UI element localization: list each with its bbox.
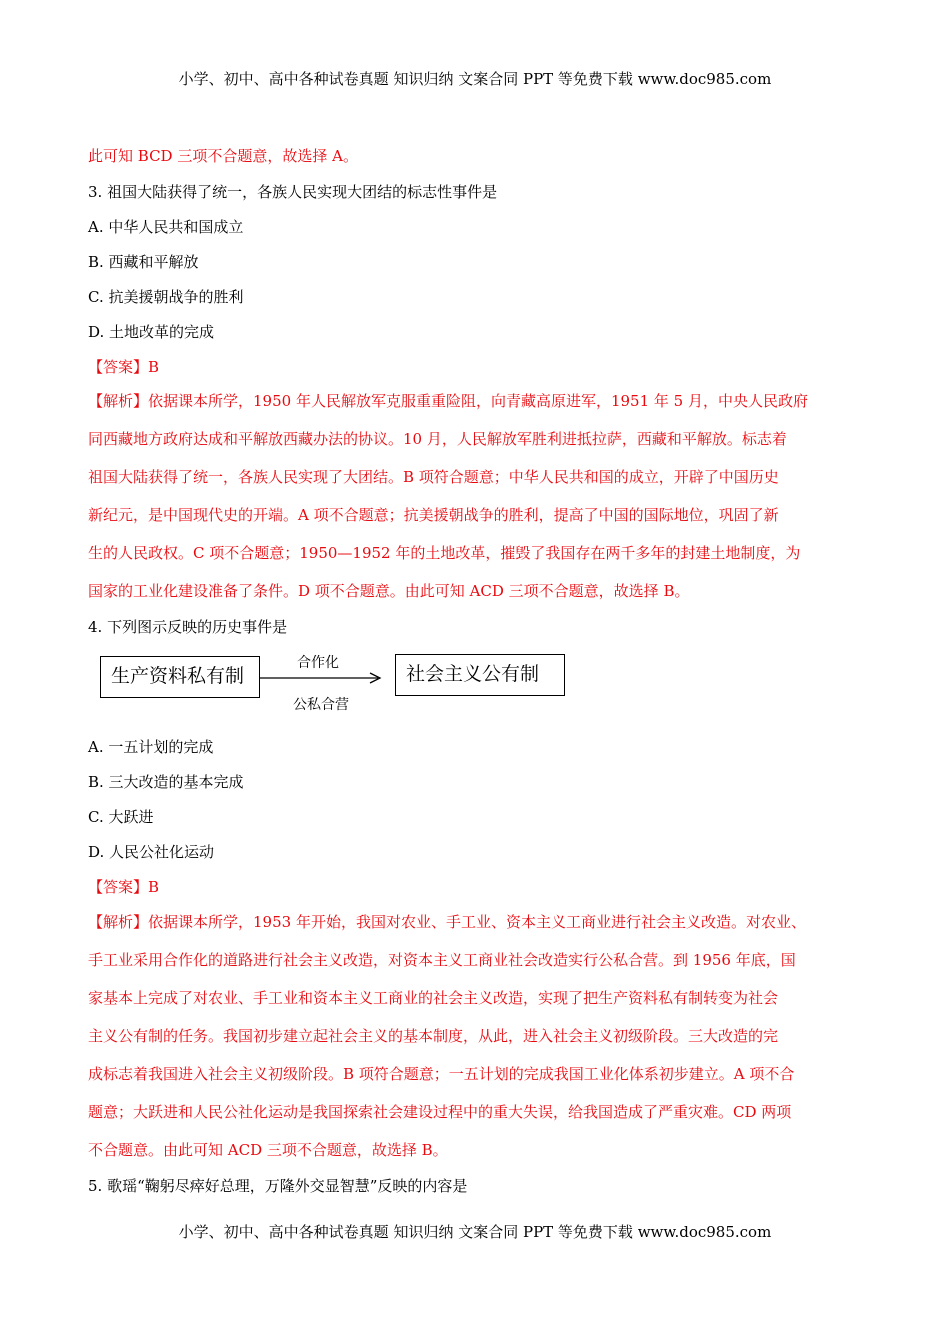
question-3-answer <box>88 357 868 377</box>
question-4-analysis-line-6: 题意；大跃进和人民公社化运动是我国探索社会建设过程中的重大失误，给我国造成了严重灾难。CD 两项 <box>88 1103 792 1121</box>
question-4-analysis-line-1 <box>88 912 868 932</box>
ownership-transition-diagram <box>100 648 570 716</box>
question-5-stem: 5. 歌瑶“鞠躬尽瘁好总理，万隆外交显智慧”反映的内容是 <box>88 1177 468 1195</box>
question-3-option-a: A. 中华人民共和国成立 <box>88 218 244 236</box>
answer-value: B <box>148 358 160 376</box>
analysis-label: 【解析】 <box>88 913 149 931</box>
joint-ownership-label: 公私合营 <box>293 697 349 713</box>
question-3-analysis-line-3: 祖国大陆获得了统一，各族人民实现了大团结。B 项符合题意；中华人民共和国的成立，开辟了中国历史 <box>88 468 779 486</box>
question-4-analysis-line-7: 不合题意。由此可知 ACD 三项不合题意，故选择 B。 <box>88 1141 448 1159</box>
private-ownership-box: 生产资料私有制 <box>100 656 260 698</box>
question-3-stem: 3. 祖国大陆获得了统一，各族人民实现大团结的标志性事件是 <box>88 183 498 201</box>
question-3-option-c: C. 抗美援朝战争的胜利 <box>88 288 244 306</box>
question-4-option-c: C. 大跃进 <box>88 808 154 826</box>
question-4-option-b: B. 三大改造的基本完成 <box>88 773 244 791</box>
page-footer: 小学、初中、高中各种试卷真题 知识归纳 文案合同 PPT 等免费下载 www.doc985.com <box>178 1223 772 1241</box>
question-4-option-d: D. 人民公社化运动 <box>88 843 215 861</box>
question-3-analysis-line-2: 同西藏地方政府达成和平解放西藏办法的协议。10 月，人民解放军胜利进抵拉萨，西藏和平解放。标志着 <box>88 430 787 448</box>
question-3-option-b: B. 西藏和平解放 <box>88 253 199 271</box>
page-header: 小学、初中、高中各种试卷真题 知识归纳 文案合同 PPT 等免费下载 www.doc985.com <box>178 70 772 88</box>
answer-value: B <box>148 878 160 896</box>
question-3-option-d: D. 土地改革的完成 <box>88 323 215 341</box>
question-3-analysis-line-1 <box>88 391 868 411</box>
question-3-analysis-line-5: 生的人民政权。C 项不合题意；1950—1952 年的土地改革，摧毁了我国存在两千多年的封建土地制度，为 <box>88 544 801 562</box>
analysis-label: 【解析】 <box>88 392 149 410</box>
answer-label: 【答案】 <box>88 358 149 376</box>
question-3-analysis-line-6: 国家的工业化建设准备了条件。D 项不合题意。由此可知 ACD 三项不合题意，故选择 B。 <box>88 582 690 600</box>
public-ownership-box: 社会主义公有制 <box>395 654 565 696</box>
question-4-analysis-line-5: 成标志着我国进入社会主义初级阶段。B 项符合题意；一五计划的完成我国工业化体系初步建立。A 项不合 <box>88 1065 795 1083</box>
transition-arrow-icon <box>260 672 385 684</box>
question-4-answer <box>88 877 868 897</box>
question-4-analysis-line-3: 家基本上完成了对农业、手工业和资本主义工商业的社会主义改造，实现了把生产资料私有制转变为社会 <box>88 989 779 1007</box>
previous-analysis-end: 此可知 BCD 三项不合题意，故选择 A。 <box>88 147 358 165</box>
cooperative-label: 合作化 <box>297 655 339 671</box>
question-3-analysis-line-4: 新纪元，是中国现代史的开端。A 项不合题意；抗美援朝战争的胜利，提高了中国的国际地位，巩固了新 <box>88 506 779 524</box>
question-4-analysis-line-4: 主义公有制的任务。我国初步建立起社会主义的基本制度，从此，进入社会主义初级阶段。三大改造的完 <box>88 1027 779 1045</box>
question-4-stem: 4. 下列图示反映的历史事件是 <box>88 618 288 636</box>
analysis-text: 依据课本所学，1950 年人民解放军克服重重险阻，向青藏高原进军，1951 年 5 月，中央人民政府 <box>148 392 808 410</box>
analysis-text: 依据课本所学，1953 年开始，我国对农业、手工业、资本主义工商业进行社会主义改造。对农业、 <box>148 913 806 931</box>
question-4-option-a: A. 一五计划的完成 <box>88 738 214 756</box>
answer-label: 【答案】 <box>88 878 149 896</box>
question-4-analysis-line-2: 手工业采用合作化的道路进行社会主义改造，对资本主义工商业社会改造实行公私合营。到 1956 年底，国 <box>88 951 796 969</box>
